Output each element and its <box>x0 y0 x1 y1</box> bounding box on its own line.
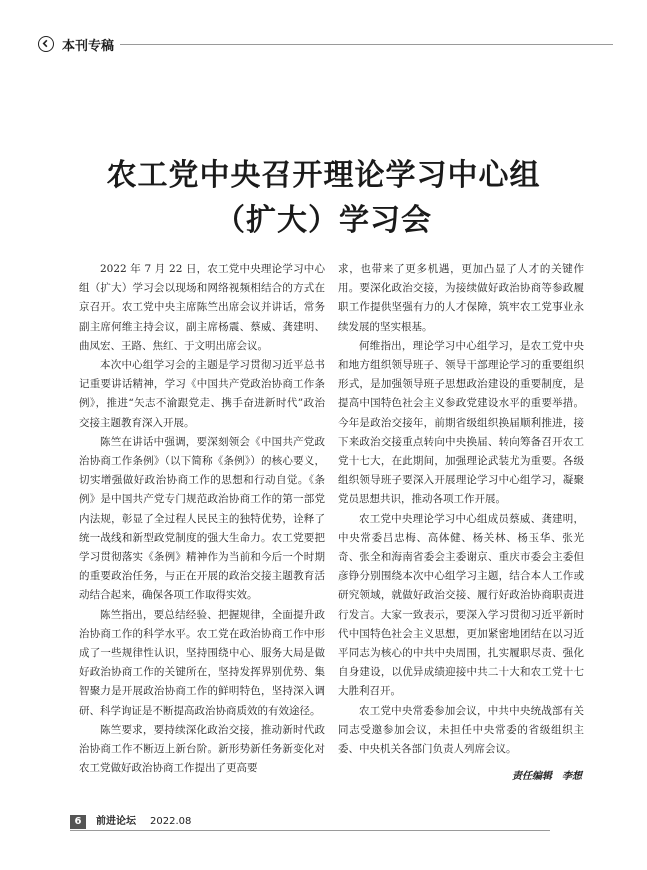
paragraph-split-start <box>79 721 325 779</box>
text-column-right <box>338 260 584 786</box>
header-divider <box>120 44 613 45</box>
paragraph: 2022 年 7 月 22 日，农工党中央理论学习中心组（扩大）学习会以现场和网络视频相结合的方式在京召开。农工党中央主席陈竺出席会议并讲话，常务副主席何维主持会议，副主席杨震、蔡威、龚建明、曲凤宏、王路、焦红、于文明出席会议。 <box>79 263 325 352</box>
page-header <box>38 34 613 56</box>
magazine-name: 前进论坛 <box>96 816 136 827</box>
paragraph: 农工党中央理论学习中心组成员蔡威、龚建明，中央常委吕忠梅、高体健、杨关林、杨玉华、张光奇、张全和海南省委会主委谢京、重庆市委会主委但彦铮分别围绕本次中心组学习主题，结合本人工作或研究领域，就做好政治交接、履行好政治协商职责进行发言。大家一致表示，要深入学习贯彻习近平新时代中国特色社会主义思想，更加紧密地团结在以习近平同志为核心的中共中央周围，扎实履职尽责、强化自身建设，以优异成绩迎接中共二十大和农工党十七大胜利召开。 <box>338 512 584 698</box>
section-label: 本刊专稿 <box>62 39 115 54</box>
editor-credit: 责任编辑 李想 <box>512 771 582 783</box>
paragraph-lead-text: 陈竺要求，要持续深化政治交接，推动新时代政治协商工作不断迈上新台阶。新形势新任务 <box>79 723 325 756</box>
arrow-circle-icon <box>38 36 54 52</box>
footer-divider <box>70 830 550 831</box>
article-title-line-2: （扩大）学习会 <box>215 203 432 238</box>
page-number: 6 <box>70 815 86 829</box>
paragraph: 何维指出，理论学习中心组学习，是农工党中央和地方组织领导班子、领导干部理论学习的重要组织形式，是加强领导班子思想政治建设的重要制度，是提高中国特色社会主义参政党建设水平的重要举措。今年是政治交接年，前期省级组织换届顺利推进，接下来政治交接重点转向中央换届、转向筹备召开农工党十七大，在此期间，加强理论武装尤为重要。各级组织领导班子要深入开展理论学习中心组学习，凝聚党员思想共识，推动各项工作开展。 <box>338 339 584 506</box>
paragraph: 本次中心组学习会的主题是学习贯彻习近平总书记重要讲话精神，学习《中国共产党政治协商工作条例》，推进“矢志不渝跟党走、携手奋进新时代”政治交接主题教育深入开展。 <box>79 359 325 429</box>
text-column-left <box>79 260 325 778</box>
paragraph-continued: 求，也带来了更多机遇，更加凸显了人才的关键作用。要深化政治交接，为接续做好政治协商等参政履职工作提供坚强有力的人才保障，筑牢农工党事业永续发展的坚实根基。 <box>338 263 584 333</box>
page-footer <box>70 815 550 831</box>
paragraph: 陈竺在讲话中强调，要深刻领会《中国共产党政治协商工作条例》（以下简称《条例》）的核心要义，切实增强做好政治协商工作的思想和行动自觉。《条例》是中国共产党专门规范政治协商工作的第一部党内法规，彰显了全过程人民民主的独特优势，诠释了统一战线和新型政党制度的强大生命力。农工党要把学习贯彻落实《条例》精神作为当前和今后一个时期的重要政治任务，与正在开展的政治交接主题教育活动结合起来，确保各项工作取得实效。 <box>79 435 325 602</box>
article-title-line-1: 农工党中央召开理论学习中心组 <box>106 158 541 193</box>
issue-number: 2022.08 <box>150 816 192 827</box>
paragraph: 农工党中央常委参加会议，中共中央统战部有关同志受邀参加会议，未担任中央常委的省级组织主委、中央机关各部门负责人列席会议。 <box>338 704 584 756</box>
paragraph: 陈竺指出，要总结经验、把握规律，全面提升政治协商工作的科学水平。农工党在政治协商工作中形成了一些规律性认识，坚持围绕中心、服务大局是做好政治协商工作的关键所在，坚持发挥界别优势、集智聚力是开展政治协商工作的鲜明特色，坚持深入调研、科学询证是不断提高政治协商质效的有效途径。 <box>79 608 325 717</box>
paragraph-tail-text: 新变化对农工党做好政治协商工作提出了更高要 <box>79 743 326 775</box>
